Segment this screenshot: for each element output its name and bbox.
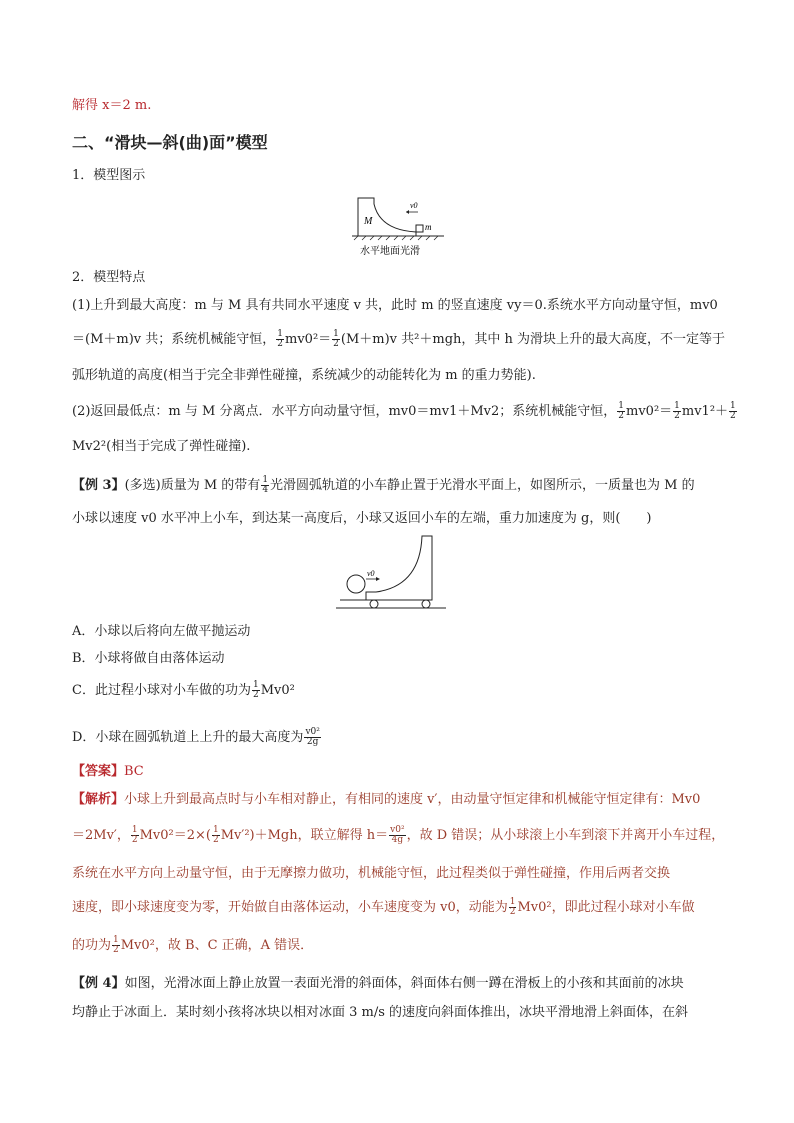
analysis-text-4a: 速度，即小球速度变为零，开始做自由落体运动，小车速度变为 v0，动能为 [72, 900, 508, 915]
option-b: B．小球将做自由落体运动 [72, 651, 225, 666]
feature2-text-c: mv1²＋ [681, 404, 729, 419]
fraction-v0sq-4g: $\frac{\text{v0²}}{4g}$ [390, 825, 405, 845]
analysis-text-5b: Mv0²，故 B、C 正确，A 错误． [120, 938, 314, 953]
label-v0: v0 [367, 569, 375, 578]
option-a: A．小球以后将向左做平抛运动 [72, 624, 251, 639]
example3-question-line1 [72, 476, 695, 496]
analysis-text-2c: Mv′²)＋Mgh，联立解得 h＝ [220, 828, 389, 843]
example3-tag: 【例 3】 [72, 478, 125, 493]
answer-tag: 【答案】 [72, 764, 125, 779]
intro-result: 解得 x＝2 m. [72, 98, 152, 113]
label-v0: v0 [410, 201, 418, 210]
model-figure [350, 190, 450, 260]
fraction-quarter: $\frac{1}{4}$ [262, 475, 269, 495]
feature2-line2: Mv2²(相当于完成了弹性碰撞). [72, 439, 251, 454]
fraction-half: $\frac{1}{2}$ [618, 401, 624, 421]
analysis-line2 [72, 826, 724, 846]
analysis-text-5a: 的功为 [72, 938, 112, 953]
subheading-model-figure: 1．模型图示 [72, 168, 146, 183]
feature1-line1: (1)上升到最大高度：m 与 M 具有共同水平速度 v 共，此时 m 的竖直速度 vy＝0.系统水平方向动量守恒，mv0 [72, 298, 718, 313]
fraction-half: $\frac{1}{2}$ [131, 825, 138, 845]
analysis-line4 [72, 898, 695, 918]
arrow-head-icon [406, 210, 409, 214]
option-c-tail: Mv0² [260, 683, 295, 698]
analysis-text-4b: Mv0²，即此过程小球对小车做 [517, 900, 695, 915]
arrow-head-icon [376, 577, 380, 581]
option-d-text: D．小球在圆弧轨道上上升的最大高度为 [72, 730, 304, 745]
fraction-half: $\frac{1}{2}$ [252, 680, 259, 700]
feature2-text-b: mv0²＝ [626, 404, 673, 419]
feature2-line1 [72, 402, 738, 422]
cart-figure [336, 534, 448, 614]
analysis-line5 [72, 936, 313, 956]
example4-line1 [72, 974, 684, 994]
fraction-half: $\frac{1}{2}$ [113, 935, 119, 955]
label-M: M [364, 216, 373, 227]
example3-q1b: 光滑圆弧轨道的小车静止置于光滑水平面上，如图所示，一质量也为 M 的 [270, 478, 695, 493]
figure-caption: 水平地面光滑 [360, 246, 420, 257]
analysis-line1 [72, 790, 700, 810]
fraction-half: $\frac{1}{2}$ [674, 401, 680, 421]
analysis-text-2e: ，故 D 错误；从小球滚上小车到滚下并离开小车过程， [406, 828, 725, 843]
feature1-line3: 弧形轨道的高度(相当于完全非弹性碰撞，系统减少的动能转化为 m 的重力势能). [72, 368, 536, 383]
fraction-half: $\frac{1}{2}$ [730, 401, 736, 421]
wheel-shape [370, 600, 378, 608]
feature1-text-a: ＝(M＋m)v 共；系统机械能守恒， [72, 332, 276, 347]
ground-hatching [354, 236, 438, 240]
analysis-line3: 系统在水平方向上动量守恒，由于无摩擦力做功，机械能守恒，此过程类似于弹性碰撞，作用后两者交换 [72, 866, 671, 881]
analysis-text-1: 小球上升到最高点时与小车相对静止，有相同的速度 v′，由动量守恒定律和机械能守恒定律有：Mv0 [124, 792, 701, 807]
subheading-model-features: 2．模型特点 [72, 270, 146, 285]
cart-track-shape [340, 536, 432, 600]
example3-q1a: (多选)质量为 M 的带有 [124, 478, 261, 493]
feature1-line2 [72, 330, 725, 350]
option-c [72, 681, 295, 701]
feature1-text-b: mv0²＝ [285, 332, 332, 347]
fraction-half: $\frac{1}{2}$ [509, 897, 516, 917]
ball-shape [347, 575, 365, 593]
feature2-text-a: (2)返回最低点：m 与 M 分离点．水平方向动量守恒，mv0＝mv1＋Mv2；系统机械能守恒， [72, 404, 617, 419]
analysis-text-2b: Mv0²＝2×( [139, 828, 211, 843]
section-title: 二、“滑块—斜(曲)面”模型 [72, 133, 268, 152]
analysis-text-2a: ＝2Mv′， [72, 828, 130, 843]
option-c-text: C．此过程小球对小车做的功为 [72, 683, 251, 698]
example4-tag: 【例 4】 [72, 976, 125, 991]
fraction-half: $\frac{1}{2}$ [333, 329, 339, 349]
label-m: m [425, 222, 432, 232]
answer-value: BC [124, 764, 144, 779]
fraction-half: $\frac{1}{2}$ [213, 825, 219, 845]
example4-line2: 均静止于冰面上．某时刻小孩将冰块以相对冰面 3 m/s 的速度向斜面体推出，冰块平滑地滑上斜面体，在斜 [72, 1005, 689, 1020]
option-d [72, 728, 322, 748]
example4-q1: 如图，光滑冰面上静止放置一表面光滑的斜面体，斜面体右侧一蹲在滑板上的小孩和其面前的冰块 [124, 976, 684, 991]
fraction-half: $\frac{1}{2}$ [277, 329, 283, 349]
answer-line [72, 762, 144, 782]
wheel-shape [422, 600, 430, 608]
analysis-tag: 【解析】 [72, 792, 125, 807]
small-block-shape [416, 225, 423, 232]
feature1-text-c: (M＋m)v 共²＋mgh，其中 h 为滑块上升的最大高度，不一定等于 [340, 332, 726, 347]
fraction-v0sq-2g: $\frac{\text{v0²}}{2g}$ [305, 727, 320, 747]
example3-question-line2: 小球以速度 v0 水平冲上小车，到达某一高度后，小球又返回小车的左端，重力加速度为 g，则( ) [72, 511, 652, 526]
